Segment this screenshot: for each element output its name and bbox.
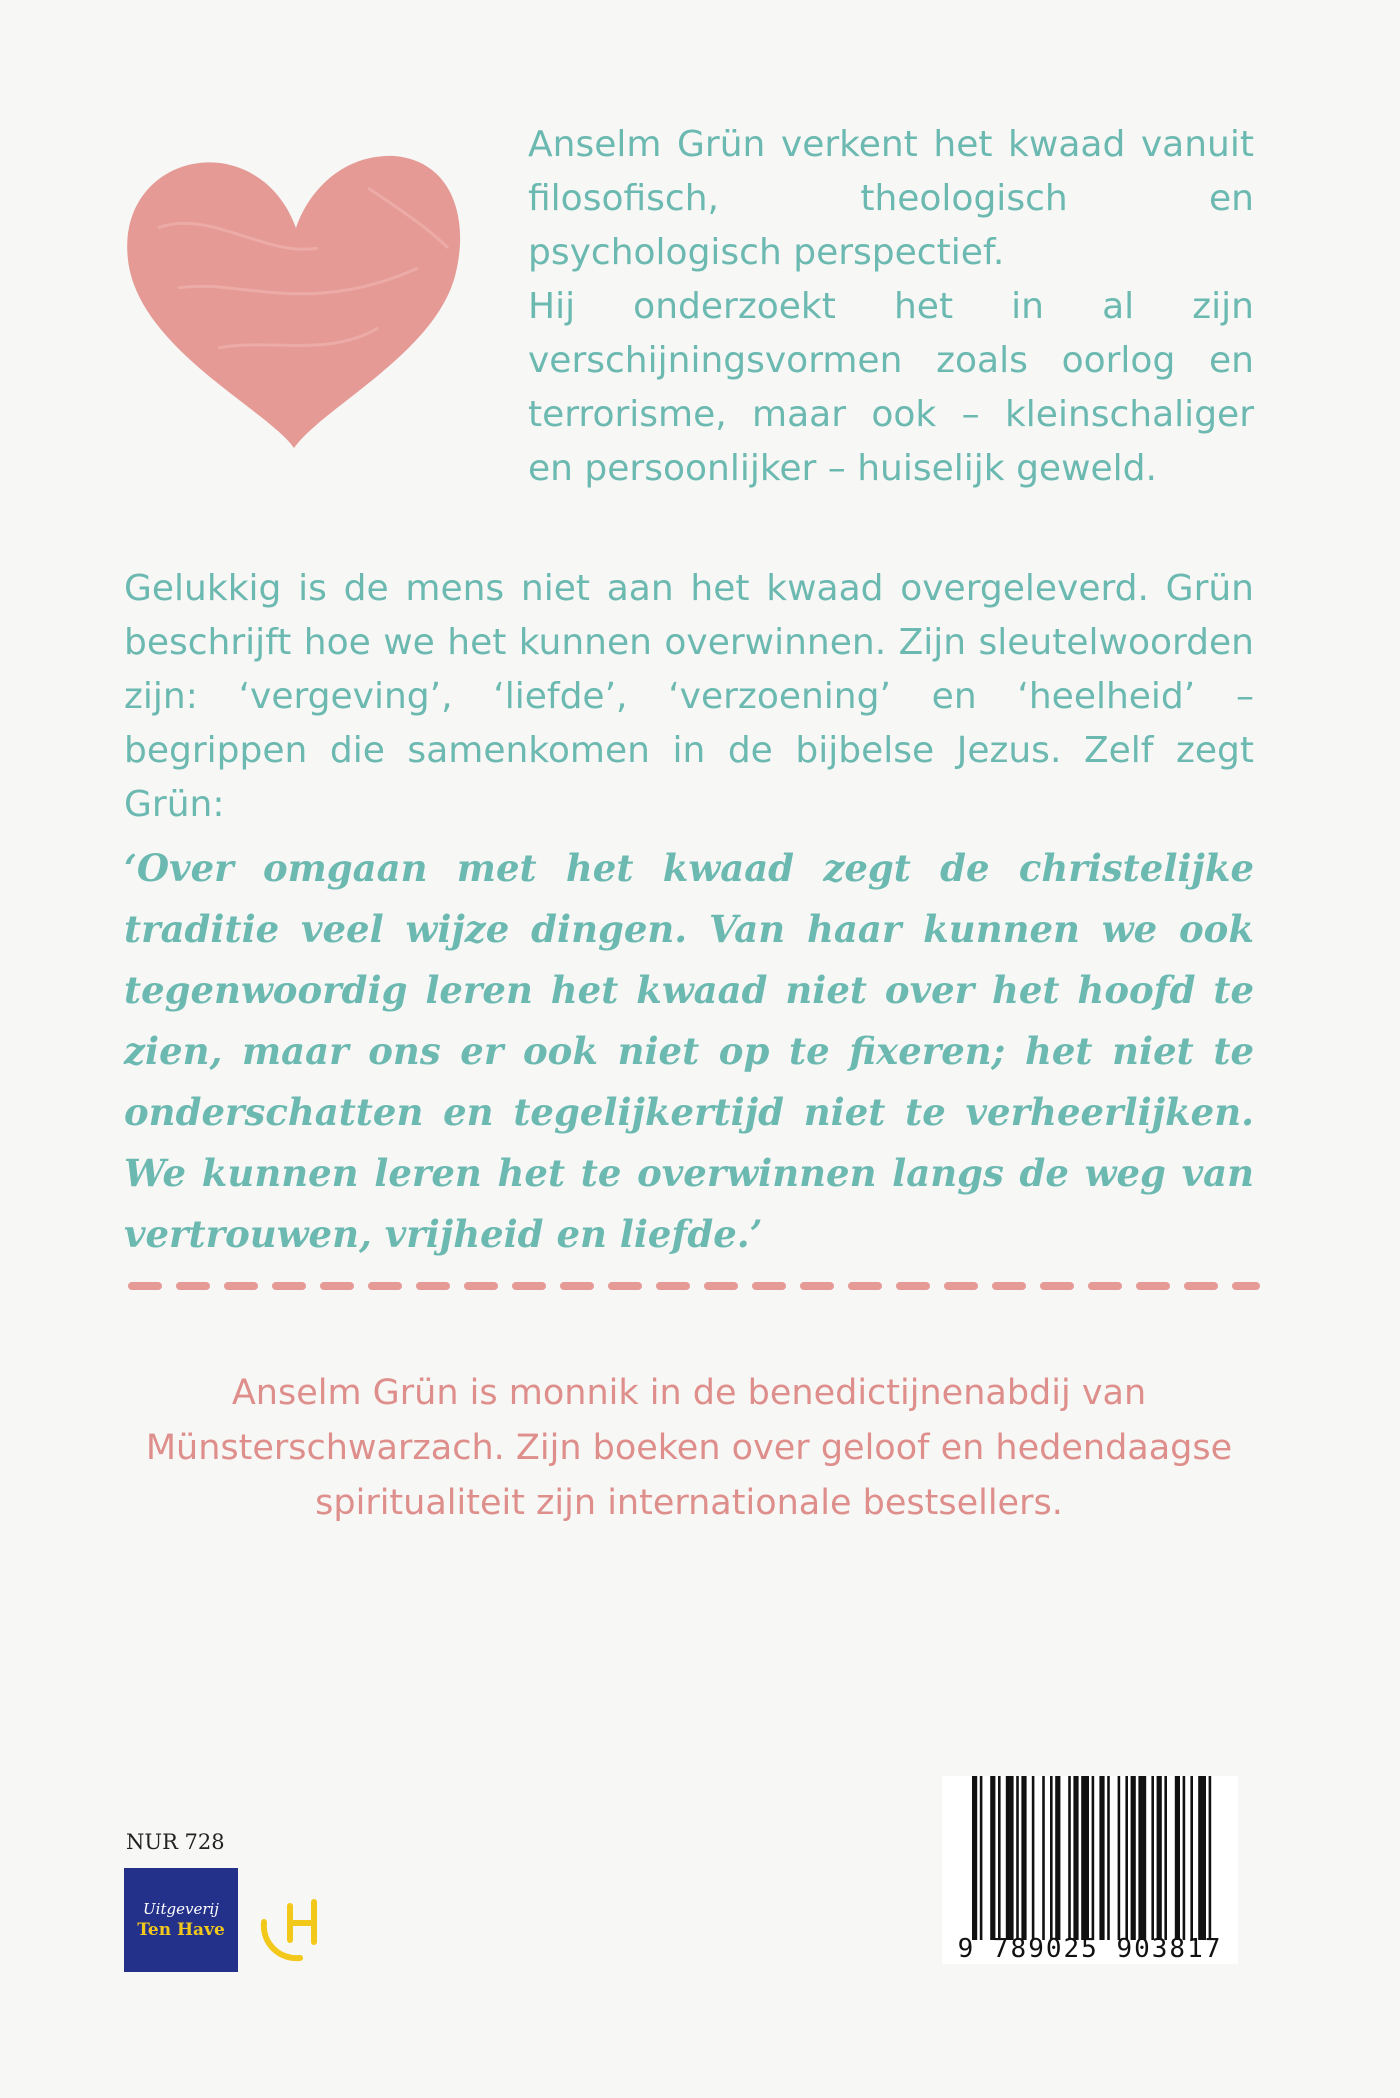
publisher-logo-line-1: Uitgeverij — [143, 1900, 219, 1918]
intro-paragraph-1: Anselm Grün verkent het kwaad vanuit filosofisch, theologisch en psychologisch perspectief. — [528, 124, 1254, 273]
dashed-divider — [128, 1274, 1260, 1298]
isbn-digits: 9 789025 903817 — [957, 1934, 1223, 1964]
nur-code: NUR 728 — [126, 1830, 225, 1854]
publisher-logo — [124, 1868, 238, 1972]
intro-text — [528, 118, 1254, 496]
publisher-logo-line-2: Ten Have — [137, 1920, 225, 1940]
quote-text: ‘Over omgaan met het kwaad zegt de christelijke traditie veel wijze dingen. Van haar kunnen we ook tegenwoordig leren het kwaad niet over het hoofd te zien, maar ons er ook niet op te fixeren; het niet te onderschatten en tegelijkertijd niet te verheerlijken. We kunnen leren het te overwinnen langs de weg van vertrouwen, vrijheid en liefde.’ — [124, 846, 1254, 1256]
publisher-h-icon — [256, 1892, 334, 1964]
intro-paragraph-2: Hij onderzoekt het in al zijn verschijningsvormen zoals oorlog en terrorisme, maar ook – kleinschaliger en persoonlijker – huiselijk geweld. — [528, 286, 1254, 489]
barcode-bars — [972, 1776, 1212, 1940]
heart-icon — [118, 148, 470, 453]
summary-text: Gelukkig is de mens niet aan het kwaad overgeleverd. Grün beschrijft hoe we het kunnen overwinnen. Zijn sleutelwoorden zijn: ‘vergeving’, ‘liefde’, ‘verzoening’ en ‘heelheid’ – begrippen die samenkomen in de bijbelse Jezus. Zelf zegt Grün: — [124, 568, 1254, 825]
author-bio: Anselm Grün is monnik in de benedictijnenabdij van Münsterschwarzach. Zijn boeken over geloof en hedendaagse spiritualiteit zijn internationale bestsellers. — [145, 1373, 1233, 1523]
barcode — [942, 1776, 1238, 1964]
